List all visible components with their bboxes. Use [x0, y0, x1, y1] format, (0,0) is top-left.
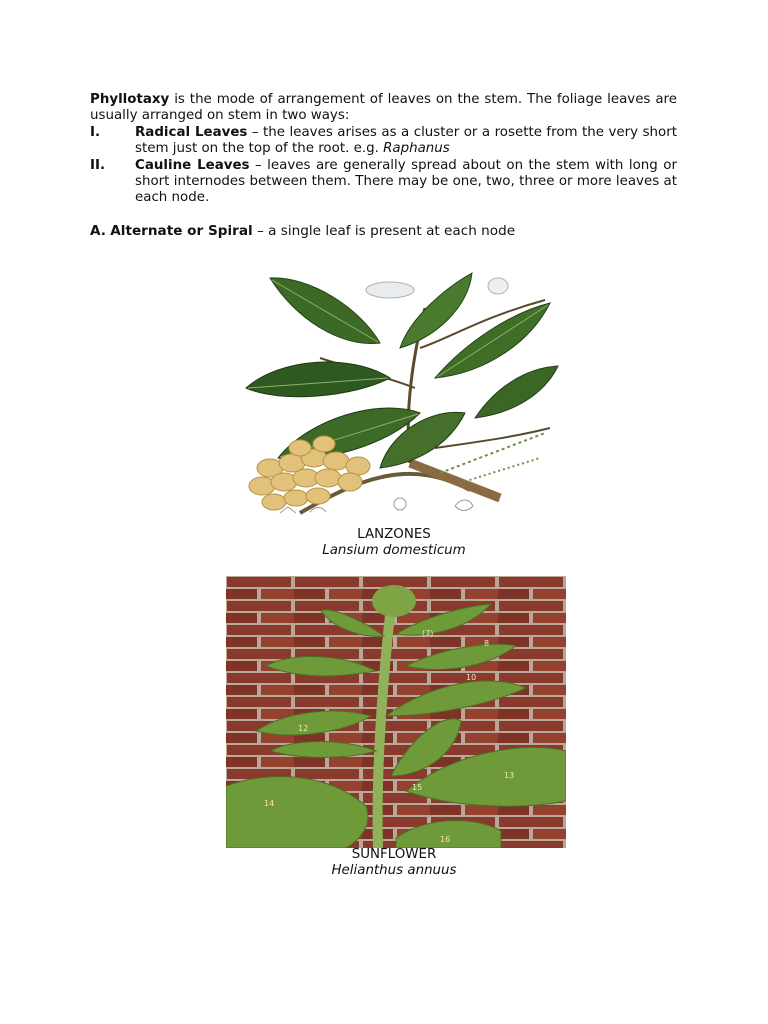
section-a-label: A. — [90, 222, 106, 239]
list-item-cauline — [90, 158, 677, 207]
sunflower-caption — [244, 847, 544, 880]
list-item-radical — [90, 125, 677, 158]
leaf-number-label: 15 — [412, 783, 423, 792]
leaf-number-label: 16 — [440, 835, 451, 844]
section-a-term: Alternate or Spiral — [110, 222, 253, 239]
list-text: – leaves are generally spread about on the stem with long or short internodes between them. There may be one, two, three or more leaves at each node. — [135, 157, 677, 206]
figure-scientific-name: Helianthus annuus — [331, 863, 457, 879]
leaf-number-label: 10 — [466, 673, 477, 682]
intro-text: is the mode of arrangement of leaves on the stem. The foliage leaves are usually arranged on stem in two ways: — [90, 92, 677, 124]
section-a-heading — [90, 223, 677, 239]
list-text: – the leaves arises as a cluster or a rosette from the very short stem just on the top of the root. e.g. — [135, 124, 677, 157]
leaf-number-label: 8 — [484, 639, 490, 648]
lanzones-illustration — [240, 268, 560, 523]
list-term: Radical Leaves — [135, 124, 248, 140]
list-example: Raphanus — [383, 141, 450, 157]
list-numeral: II. — [90, 157, 106, 173]
intro-paragraph — [90, 92, 677, 125]
leaf-number-label: 12 — [298, 724, 309, 733]
text-block — [90, 92, 677, 239]
list-numeral: I. — [90, 124, 101, 140]
figure-scientific-name: Lansium domesticum — [322, 543, 466, 559]
sunflower-photo — [226, 576, 566, 848]
figure-name: SUNFLOWER — [351, 847, 437, 862]
lanzones-caption — [244, 527, 544, 560]
leaf-number-label: (7) — [422, 629, 434, 638]
leaf-number-label: 14 — [264, 799, 275, 808]
list-term: Cauline Leaves — [135, 157, 250, 173]
intro-term: Phyllotaxy — [90, 92, 170, 107]
figure-name: LANZONES — [357, 527, 431, 542]
section-a-text: – a single leaf is present at each node — [252, 222, 516, 239]
leaf-number-label: 13 — [504, 771, 515, 780]
